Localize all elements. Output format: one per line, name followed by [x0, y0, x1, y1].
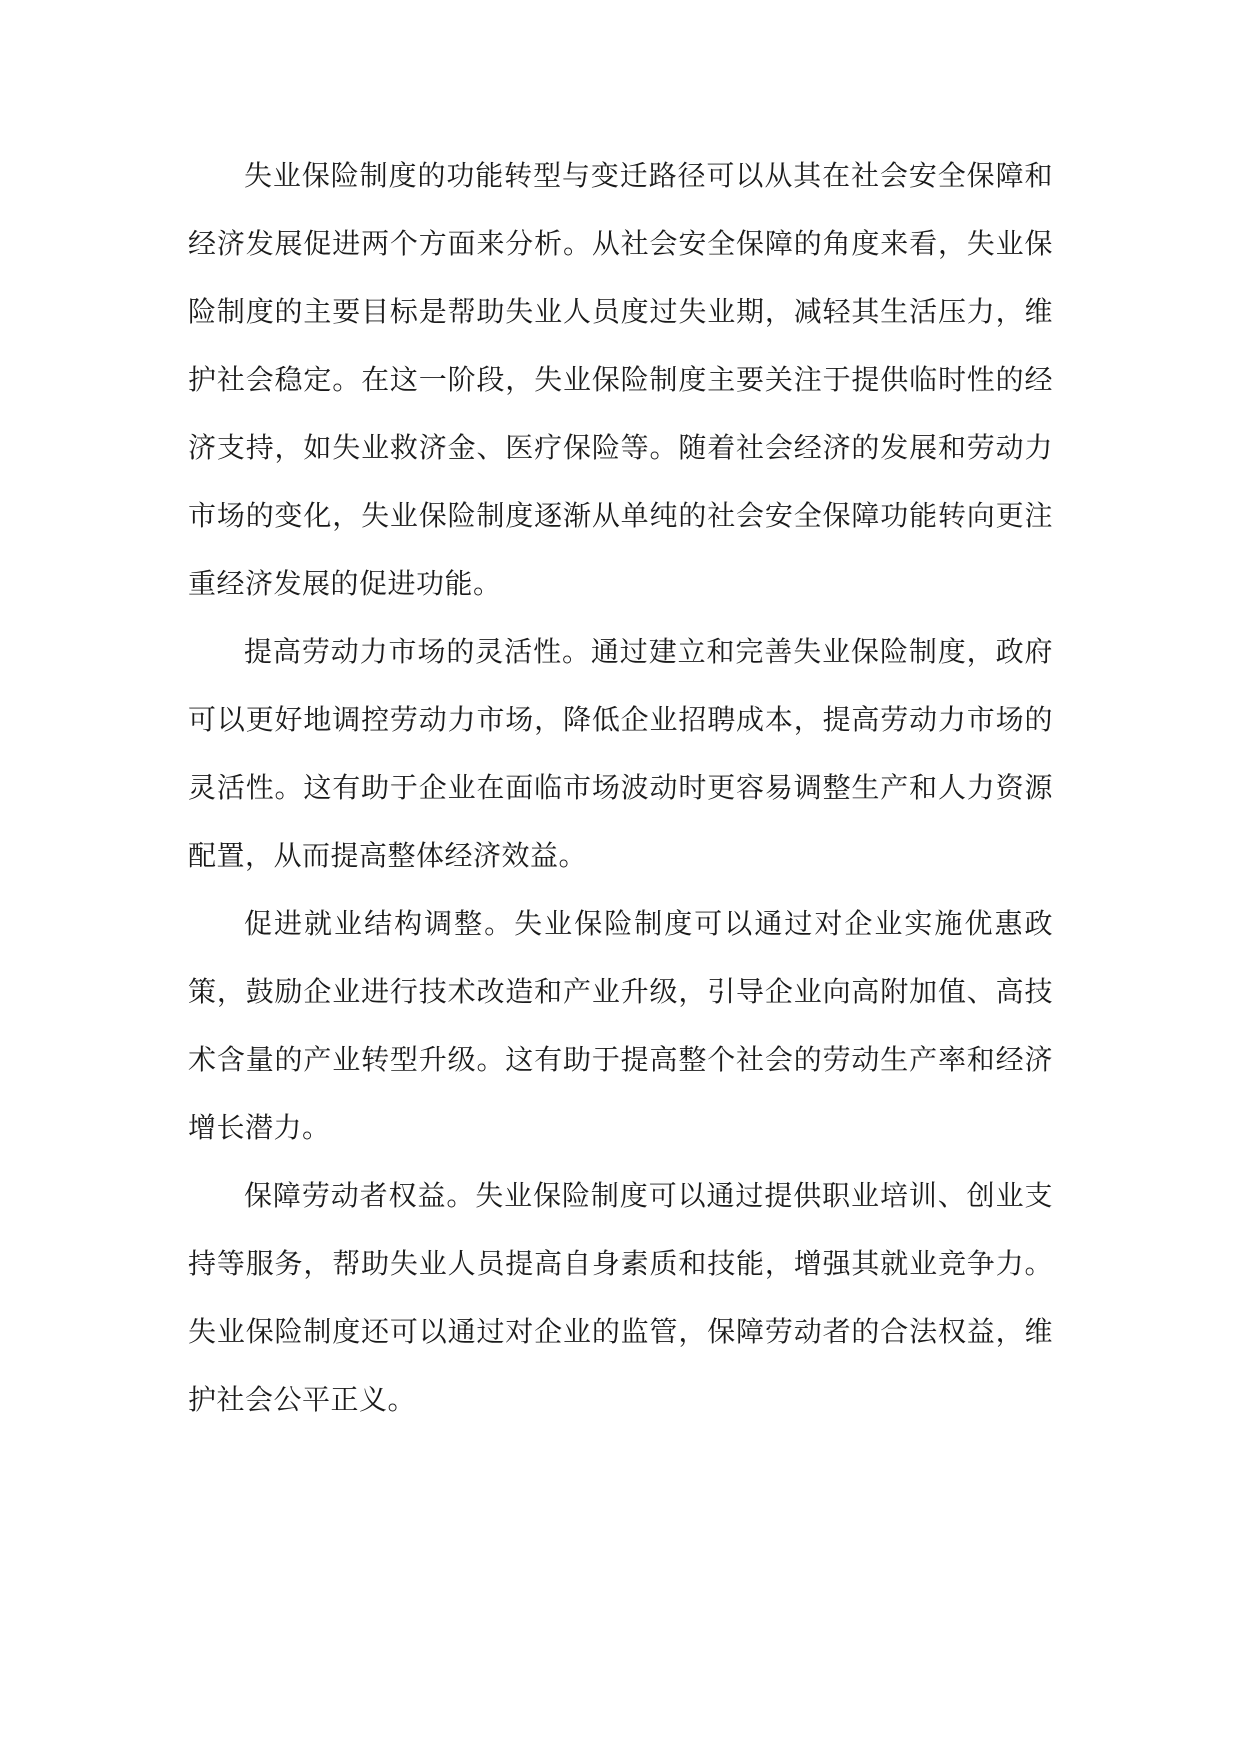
paragraph-3: 促进就业结构调整。失业保险制度可以通过对企业实施优惠政策，鼓励企业进行技术改造和产业升级，引导企业向高附加值、高技术含量的产业转型升级。这有助于提高整个社会的劳动生产率和经济增长潜力。 — [188, 907, 1053, 1144]
paragraph-2: 提高劳动力市场的灵活性。通过建立和完善失业保险制度，政府可以更好地调控劳动力市场，降低企业招聘成本，提高劳动力市场的灵活性。这有助于企业在面临市场波动时更容易调整生产和人力资源配置，从而提高整体经济效益。 — [188, 635, 1053, 872]
paragraph-1: 失业保险制度的功能转型与变迁路径可以从其在社会安全保障和经济发展促进两个方面来分析。从社会安全保障的角度来看，失业保险制度的主要目标是帮助失业人员度过失业期，减轻其生活压力，维护社会稳定。在这一阶段，失业保险制度主要关注于提供临时性的经济支持，如失业救济金、医疗保险等。随着社会经济的发展和劳动力市场的变化，失业保险制度逐渐从单纯的社会安全保障功能转向更注重经济发展的促进功能。 — [188, 159, 1053, 600]
document-body — [188, 142, 1053, 1434]
paragraph-4: 保障劳动者权益。失业保险制度可以通过提供职业培训、创业支持等服务，帮助失业人员提高自身素质和技能，增强其就业竞争力。失业保险制度还可以通过对企业的监管，保障劳动者的合法权益，维护社会公平正义。 — [188, 1179, 1053, 1416]
